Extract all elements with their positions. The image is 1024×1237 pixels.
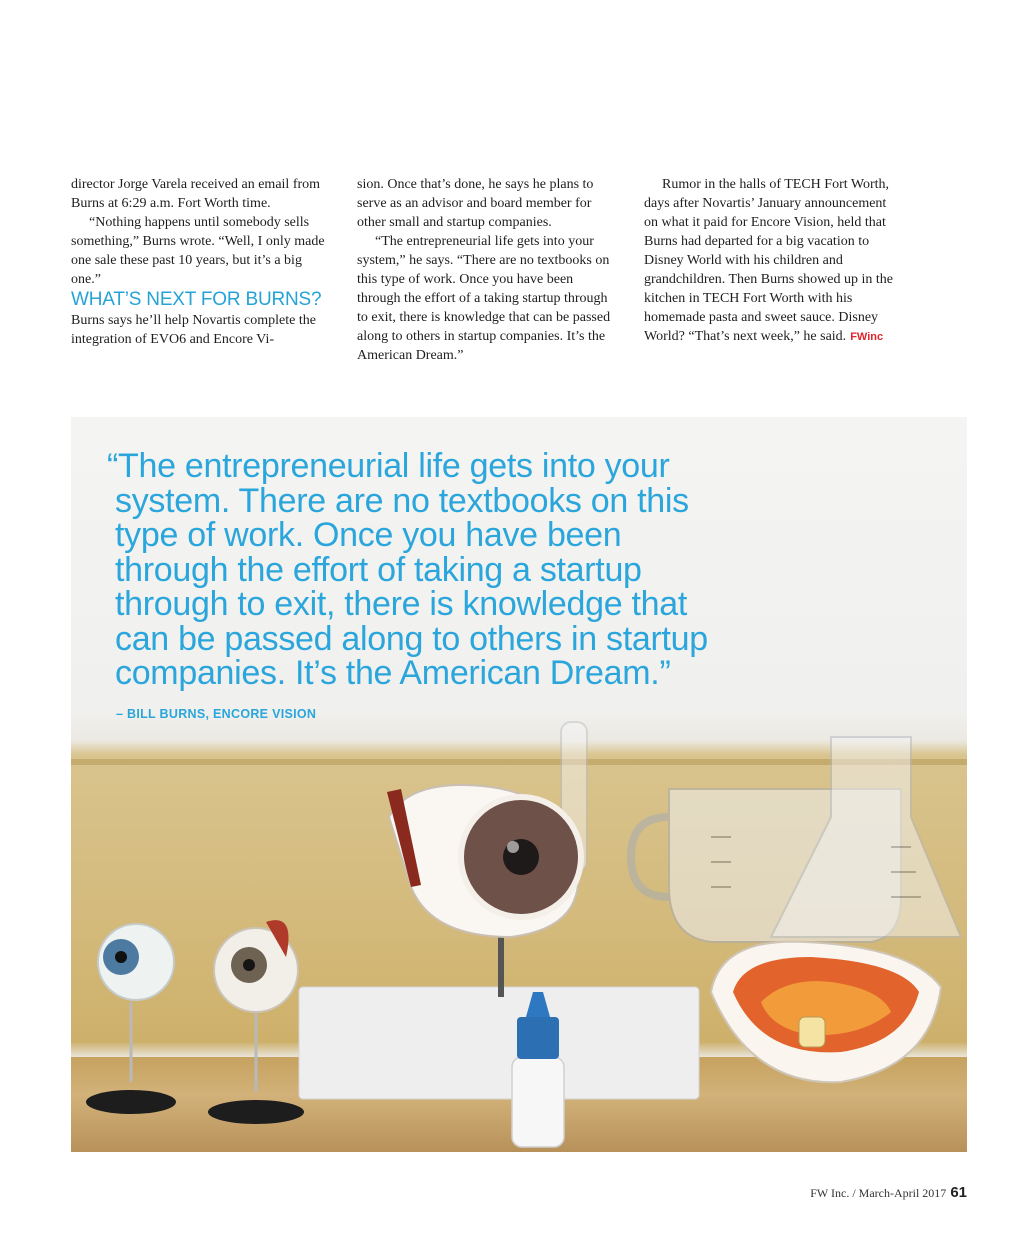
eye-cross-section-icon [711, 942, 941, 1083]
pull-quote-line: “The entrepreneurial life gets into your [107, 447, 670, 485]
article-column-1 [71, 175, 329, 349]
large-eye-model-icon [387, 785, 581, 997]
pull-quote-line: through the effort of taking a startup [115, 550, 642, 589]
pull-quote [107, 449, 807, 691]
end-mark: FWinc [850, 331, 884, 343]
article-column-2 [357, 175, 615, 365]
pull-quote-line: can be passed along to others in startup [115, 619, 708, 658]
pull-quote-line: system. There are no textbooks on this [115, 481, 689, 520]
page-number: 61 [950, 1184, 967, 1201]
paragraph [644, 175, 900, 347]
article-column-3 [644, 175, 900, 347]
pull-quote-line: companies. It’s the American Dream.” [115, 654, 671, 692]
model-base [299, 987, 699, 1099]
publication-line: FW Inc. / March-April 2017 [810, 1186, 947, 1200]
page-footer [810, 1184, 967, 1201]
paragraph: “Nothing happens until somebody sells something,” Burns wrote. “Well, I only made one sale these past 10 years, but it’s a big one.” [71, 215, 325, 287]
paragraph: “The entrepreneurial life gets into your system,” he says. “There are no textbooks on this type of work. Once you have been through the effort of a taking startup through to exit, there is knowledge that can be passed along to others in startup companies. It’s the American Dream.” [357, 234, 611, 363]
pull-quote-line: through to exit, there is knowledge that [115, 585, 688, 623]
pull-quote-line: type of work. Once you have been [115, 516, 622, 554]
section-subhead: WHAT’S NEXT FOR BURNS? [71, 289, 322, 310]
paragraph: Burns says he’ll help Novartis complete the integration of EVO6 and Encore Vi- [71, 313, 316, 347]
photo-panel [71, 417, 967, 1152]
paragraph-text: Rumor in the halls of TECH Fort Worth, days after Novartis’ January announcement on what it paid for Encore Vision, held that Burns had departed for a big vacation to Disney World with his children and grandchildren. Then Burns showed up in the kitchen in TECH Fort Worth with his homemade pasta and sweet sauce. Disney World? “That’s next week,” he said. [644, 177, 893, 344]
pull-quote-attribution: – BILL BURNS, ENCORE VISION [116, 707, 317, 721]
small-eye-model-icon [86, 924, 176, 1114]
paragraph: sion. Once that’s done, he says he plans to serve as an advisor and board member for other small and startup companies. [357, 177, 594, 230]
small-eye-model-icon [208, 920, 304, 1124]
paragraph: director Jorge Varela received an email from Burns at 6:29 a.m. Fort Worth time. [71, 177, 321, 211]
